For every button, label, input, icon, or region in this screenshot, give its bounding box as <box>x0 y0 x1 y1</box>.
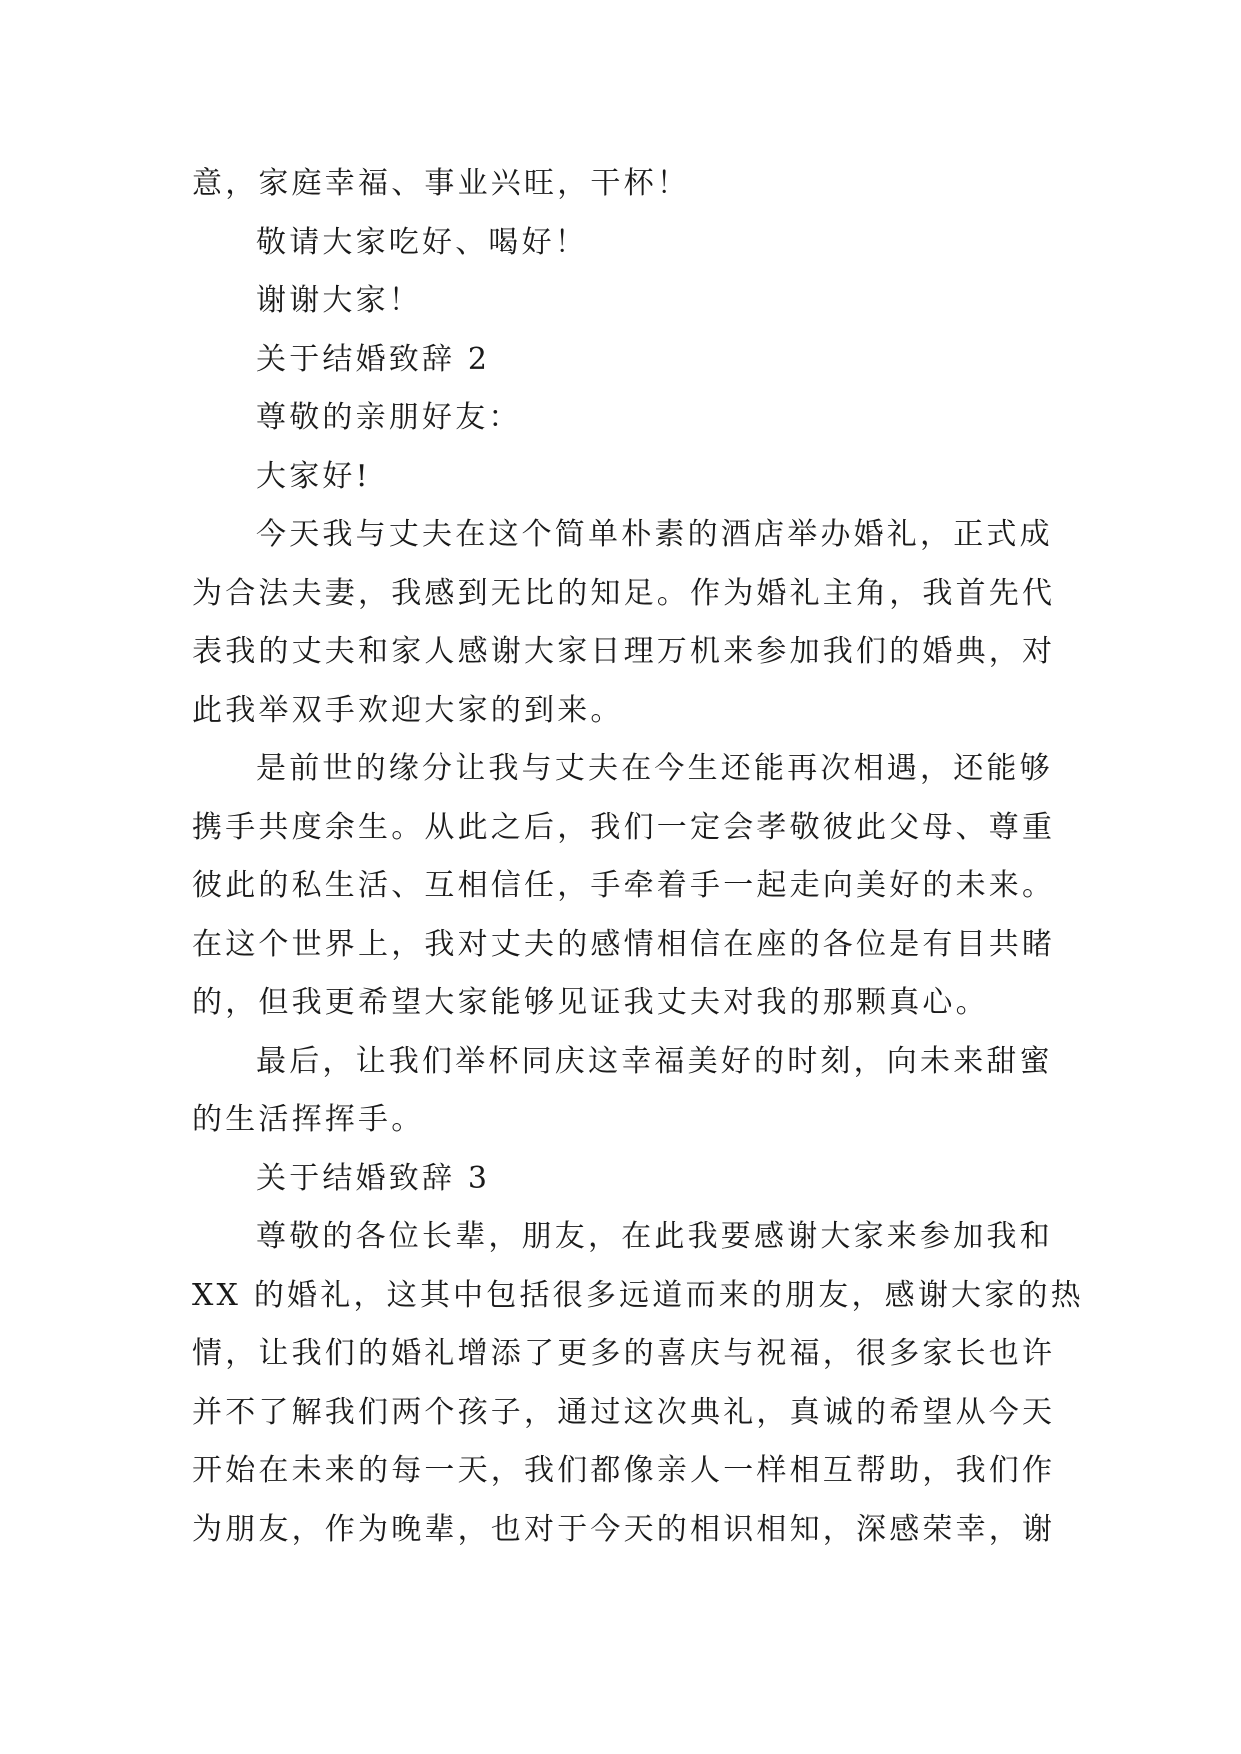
text-line: 携手共度余生。从此之后，我们一定会孝敬彼此父母、尊重 <box>192 809 1056 845</box>
text-line: 为合法夫妻，我感到无比的知足。作为婚礼主角，我首先代 <box>192 575 1056 611</box>
text-line: 尊敬的各位长辈，朋友，在此我要感谢大家来参加我和 <box>256 1219 1053 1254</box>
text-line: 彼此的私生活、互相信任，手牵着手一起走向美好的未来。 <box>192 868 1056 903</box>
text-line: 大家好! <box>256 458 371 494</box>
text-line: 今天我与丈夫在这个简单朴素的酒店举办婚礼，正式成 <box>256 517 1053 552</box>
text-line: 的，但我更希望大家能够见证我丈夫对我的那颗真心。 <box>192 985 989 1020</box>
text-line: 关于结婚致辞 2 <box>256 341 491 377</box>
text-line: 意，家庭幸福、事业兴旺，干杯！ <box>192 166 690 201</box>
text-line: 情，让我们的婚礼增添了更多的喜庆与祝福，很多家长也许 <box>192 1336 1056 1371</box>
text-line: 在这个世界上，我对丈夫的感情相信在座的各位是有目共睹 <box>192 926 1056 962</box>
text-line: 最后，让我们举杯同庆这幸福美好的时刻，向未来甜蜜 <box>256 1043 1053 1079</box>
text-line: 表我的丈夫和家人感谢大家日理万机来参加我们的婚典，对 <box>192 634 1056 669</box>
text-line: 尊敬的亲朋好友： <box>256 400 522 435</box>
text-line: XX 的婚礼，这其中包括很多远道而来的朋友，感谢大家的热 <box>192 1277 1084 1313</box>
text-line: 此我举双手欢迎大家的到来。 <box>192 692 624 728</box>
text-line: 谢谢大家！ <box>256 283 422 318</box>
text-line: 为朋友，作为晚辈，也对于今天的相识相知，深感荣幸，谢 <box>192 1511 1056 1547</box>
text-line: 敬请大家吃好、喝好！ <box>256 224 588 260</box>
text-line: 关于结婚致辞 3 <box>256 1160 491 1196</box>
text-line: 的生活挥挥手。 <box>192 1102 425 1137</box>
text-line: 并不了解我们两个孩子，通过这次典礼，真诚的希望从今天 <box>192 1394 1056 1430</box>
document-body <box>192 155 1084 1559</box>
text-line: 是前世的缘分让我与丈夫在今生还能再次相遇，还能够 <box>256 751 1053 786</box>
text-line: 开始在未来的每一天，我们都像亲人一样相互帮助，我们作 <box>192 1453 1056 1488</box>
